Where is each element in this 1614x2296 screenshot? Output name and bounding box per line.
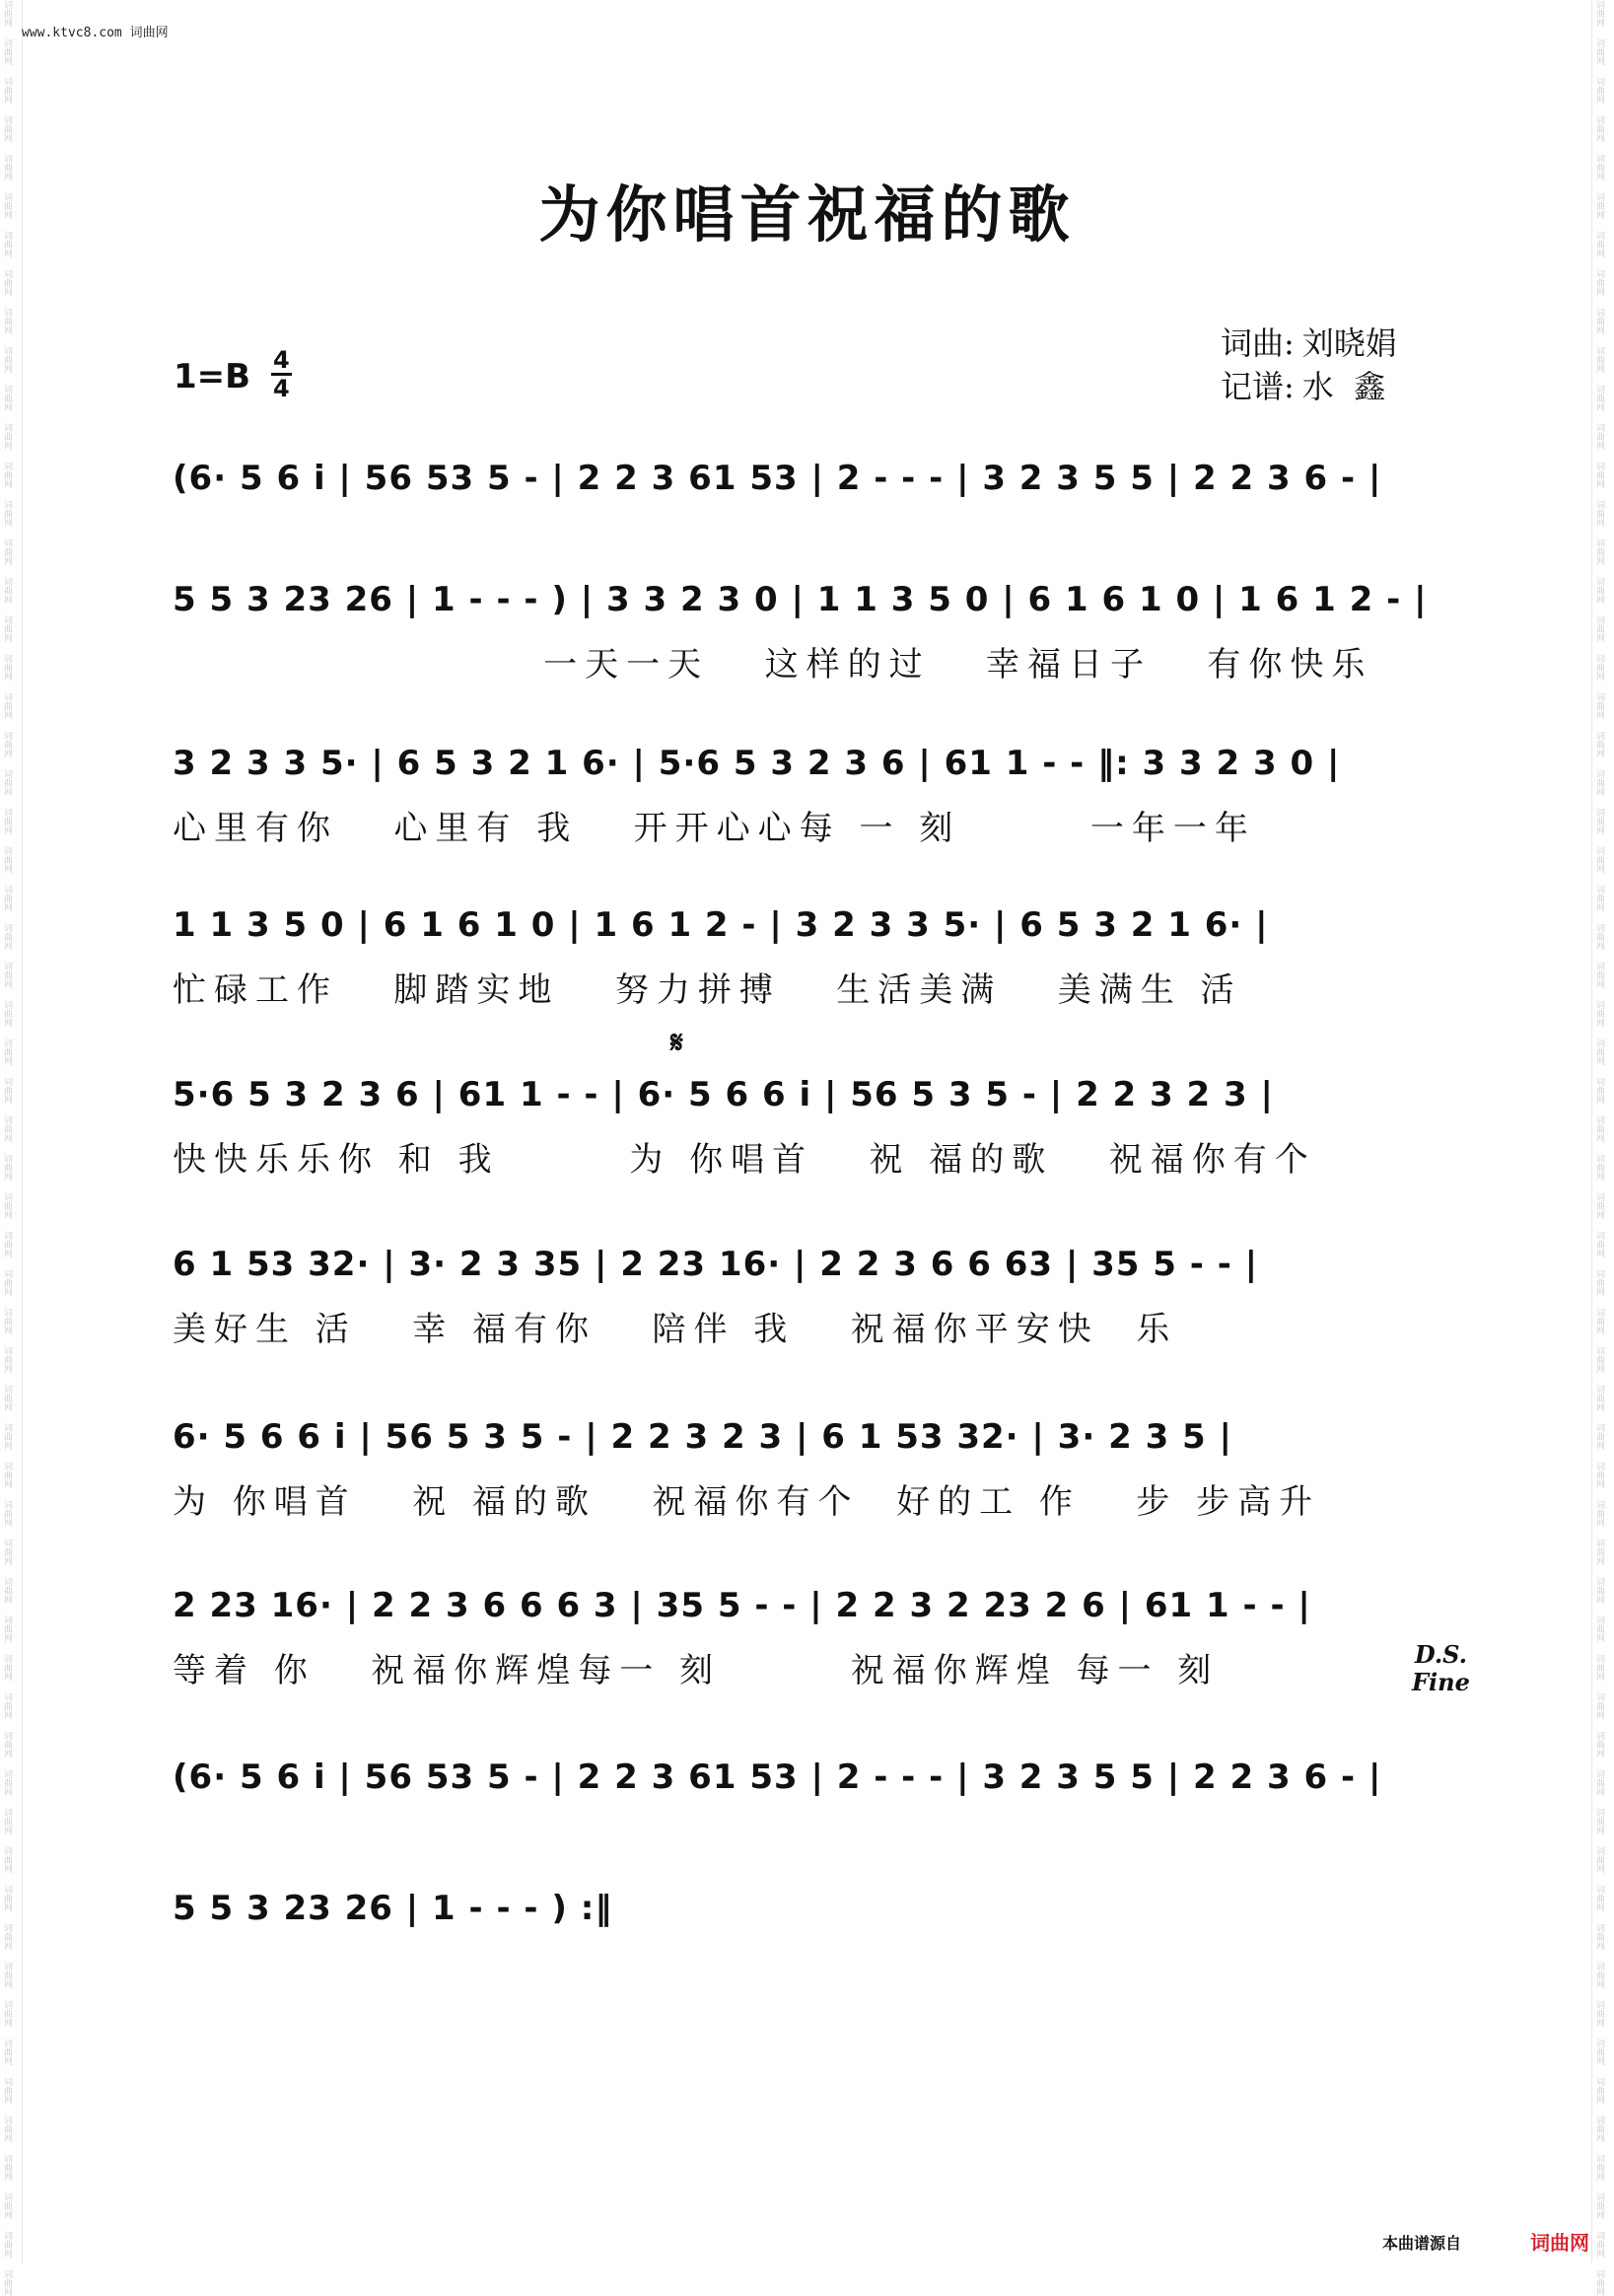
watermark-side-text: 词曲网: [2, 1885, 12, 1911]
watermark-side-text: 词曲网: [2, 1808, 12, 1834]
notation-line: 5 5 3 23 26 | 1 - - - ) :‖: [173, 1889, 613, 1928]
watermark-side-text: 词曲网: [1594, 0, 1604, 27]
watermark-side-text: 词曲网: [2, 1115, 12, 1142]
lyrics-line: [173, 1821, 1452, 1864]
watermark-side-text: 词曲网: [2, 2039, 12, 2065]
watermark-side-text: 词曲网: [1594, 538, 1604, 565]
watermark-side-text: 词曲网: [2, 308, 12, 334]
watermark-side-text: 词曲网: [1594, 308, 1604, 334]
lyrics-line: 等着 你 祝福你辉煌每一 刻 祝福你辉煌 每一 刻: [173, 1651, 1220, 1690]
lyrics-line: 为 你唱首 祝 福的歌 祝福你有个 好的工 作 步 步高升: [173, 1482, 1321, 1522]
watermark-side-text: 词曲网: [1594, 615, 1604, 642]
watermark-side-text: 词曲网: [2, 1385, 12, 1411]
watermark-side-text: 词曲网: [1594, 2000, 1604, 2027]
lyrics-line: 美好生 活 幸 福有你 陪伴 我 祝福你平安快 乐: [173, 1310, 1178, 1349]
ds-fine-marking: [1412, 1641, 1470, 1696]
notation-line: 5 5 3 23 26 | 1 - - - ) | 3 3 2 3 0 | 1 1 3 5 0 | 6 1 6 1 0 | 1 6 1 2 - |: [173, 580, 1428, 619]
watermark-side-text: 词曲网: [1594, 1423, 1604, 1450]
watermark-side-text: 词曲网: [1594, 1731, 1604, 1758]
credit-notation: 记谱: 水 鑫: [1221, 368, 1386, 405]
notation-line: 5·6 5 3 2 3 6 | 61 1 - - | 6· 5 6 6 i | 56 5 3 5 - | 2 2 3 2 3 |: [173, 1075, 1274, 1114]
watermark-side-text: 词曲网: [1594, 2077, 1604, 2104]
fine-label: Fine: [1412, 1668, 1470, 1696]
watermark-side-text: 词曲网: [2, 1231, 12, 1257]
notation-line: 6· 5 6 6 i | 56 5 3 5 - | 2 2 3 2 3 | 6 1 53 32· | 3· 2 3 5 |: [173, 1417, 1232, 1457]
lyrics-line: 快快乐乐你 和 我 为 你唱首 祝 福的歌 祝福你有个: [173, 1140, 1316, 1180]
watermark-side-text: 词曲网: [1594, 1808, 1604, 1834]
watermark-side-text: 词曲网: [1594, 1115, 1604, 1142]
watermark-side-text: 词曲网: [1594, 1231, 1604, 1257]
watermark-side-text: 词曲网: [2, 1423, 12, 1450]
watermark-side-text: 词曲网: [2, 1308, 12, 1334]
watermark-side-text: 词曲网: [2, 538, 12, 565]
lyrics-line: [173, 522, 1452, 565]
watermark-side-text: 词曲网: [1594, 731, 1604, 757]
watermark-side-text: 词曲网: [1594, 1846, 1604, 1873]
time-sig-bottom: 4: [273, 375, 290, 402]
watermark-side-text: 词曲网: [2, 2116, 12, 2142]
watermark-side-text: 词曲网: [1594, 154, 1604, 180]
watermark-side-text: 词曲网: [2, 1615, 12, 1642]
watermark-side-text: 词曲网: [1594, 923, 1604, 950]
watermark-side-text: 词曲网: [2, 269, 12, 296]
watermark-side-text: 词曲网: [2, 1154, 12, 1181]
site-url[interactable]: www.ktvc8.com 词曲网: [22, 26, 169, 40]
watermark-side-text: 词曲网: [1594, 692, 1604, 719]
watermark-side-text: 词曲网: [1594, 1962, 1604, 1988]
watermark-side-text: 词曲网: [2, 1500, 12, 1527]
watermark-side-text: 词曲网: [2, 115, 12, 142]
watermark-side-text: 词曲网: [2, 38, 12, 65]
watermark-side-text: 词曲网: [2, 885, 12, 911]
watermark-side-text: 词曲网: [1594, 1269, 1604, 1296]
watermark-side-text: 词曲网: [2, 2231, 12, 2258]
watermark-side-text: 词曲网: [2, 692, 12, 719]
lyrics-line: 一天一天 这样的过 幸福日子 有你快乐: [173, 645, 1373, 684]
watermark-side-text: 词曲网: [1594, 808, 1604, 834]
watermark-side-text: 词曲网: [1594, 2269, 1604, 2296]
watermark-side-text: 词曲网: [1594, 1577, 1604, 1604]
watermark-side-text: 词曲网: [1594, 462, 1604, 488]
watermark-side-text: 词曲网: [2, 615, 12, 642]
watermark-side-text: 词曲网: [2, 1577, 12, 1604]
footer-logo[interactable]: 词曲网: [1530, 2231, 1589, 2255]
watermark-side-text: 词曲网: [2, 1962, 12, 1988]
watermark-side-text: 词曲网: [1594, 1923, 1604, 1950]
footer-source-label: 本曲谱源自: [1382, 2234, 1462, 2253]
watermark-side-text: 词曲网: [1594, 231, 1604, 257]
watermark-side-text: 词曲网: [2, 1192, 12, 1219]
watermark-side-text: 词曲网: [1594, 1462, 1604, 1488]
watermark-side-text: 词曲网: [2, 346, 12, 373]
watermark-side-text: 词曲网: [1594, 1154, 1604, 1181]
watermark-side-text: 词曲网: [2, 1769, 12, 1796]
watermark-side-text: 词曲网: [2, 423, 12, 450]
watermark-side-text: 词曲网: [2, 154, 12, 180]
lyrics-line: 心里有你 心里有 我 开开心心每 一 刻 一年一年: [173, 809, 1256, 848]
time-signature: [271, 347, 292, 401]
watermark-side-text: 词曲网: [2, 1039, 12, 1065]
watermark-side-text: 词曲网: [2, 77, 12, 104]
watermark-side-text: 词曲网: [1594, 1346, 1604, 1373]
watermark-side-text: 词曲网: [2, 1269, 12, 1296]
watermark-strip-left: [0, 0, 23, 2296]
key-signature: 1=B: [174, 357, 251, 396]
watermark-side-text: 词曲网: [1594, 654, 1604, 681]
watermark-side-text: 词曲网: [2, 2154, 12, 2181]
watermark-side-text: 词曲网: [2, 808, 12, 834]
watermark-side-text: 词曲网: [1594, 577, 1604, 604]
watermark-side-text: 词曲网: [1594, 1692, 1604, 1719]
watermark-side-text: 词曲网: [2, 2077, 12, 2104]
watermark-side-text: 词曲网: [1594, 2192, 1604, 2219]
watermark-side-text: 词曲网: [1594, 846, 1604, 873]
lyrics-line: [173, 1952, 1452, 1995]
watermark-side-text: 词曲网: [1594, 1769, 1604, 1796]
watermark-side-text: 词曲网: [1594, 423, 1604, 450]
watermark-side-text: 词曲网: [2, 923, 12, 950]
watermark-side-text: 词曲网: [1594, 1000, 1604, 1027]
watermark-side-text: 词曲网: [2, 462, 12, 488]
watermark-side-text: 词曲网: [2, 731, 12, 757]
watermark-side-text: 词曲网: [1594, 1885, 1604, 1911]
lyrics-line: 忙碌工作 脚踏实地 努力拼搏 生活美满 美满生 活: [173, 970, 1242, 1010]
watermark-side-text: 词曲网: [1594, 500, 1604, 527]
notation-line: 2 23 16· | 2 2 3 6 6 6 3 | 35 5 - - | 2 2 3 2 23 2 6 | 61 1 - - |: [173, 1586, 1311, 1625]
watermark-side-text: 词曲网: [2, 1846, 12, 1873]
watermark-side-text: 词曲网: [2, 2269, 12, 2296]
watermark-side-text: 词曲网: [2, 654, 12, 681]
watermark-side-text: 词曲网: [1594, 346, 1604, 373]
watermark-side-text: 词曲网: [1594, 2116, 1604, 2142]
watermark-side-text: 词曲网: [2, 2000, 12, 2027]
watermark-side-text: 词曲网: [1594, 1308, 1604, 1334]
watermark-side-text: 词曲网: [2, 192, 12, 219]
watermark-side-text: 词曲网: [1594, 38, 1604, 65]
watermark-side-text: 词曲网: [1594, 385, 1604, 411]
notation-line: (6· 5 6 i | 56 53 5 - | 2 2 3 61 53 | 2 - - - | 3 2 3 5 5 | 2 2 3 6 - |: [173, 1758, 1382, 1797]
watermark-side-text: 词曲网: [1594, 77, 1604, 104]
watermark-side-text: 词曲网: [2, 1462, 12, 1488]
watermark-side-text: 词曲网: [1594, 192, 1604, 219]
watermark-side-text: 词曲网: [2, 1346, 12, 1373]
credit-lyrics-music: 词曲: 刘晓娟: [1221, 324, 1397, 362]
watermark-strip-right: [1591, 0, 1614, 2296]
song-title: 为你唱首祝福的歌: [538, 179, 1076, 251]
watermark-side-text: 词曲网: [1594, 1654, 1604, 1681]
ds-label: D.S.: [1414, 1640, 1468, 1669]
watermark-side-text: 词曲网: [1594, 2231, 1604, 2258]
watermark-side-text: 词曲网: [2, 769, 12, 796]
watermark-side-text: 词曲网: [2, 1692, 12, 1719]
watermark-side-text: 词曲网: [2, 1000, 12, 1027]
watermark-side-text: 词曲网: [2, 962, 12, 988]
credits: [1221, 322, 1405, 408]
watermark-side-text: 词曲网: [1594, 885, 1604, 911]
watermark-side-text: 词曲网: [2, 1077, 12, 1104]
watermark-side-text: 词曲网: [1594, 1500, 1604, 1527]
watermark-side-text: 词曲网: [2, 577, 12, 604]
watermark-side-text: 词曲网: [2, 385, 12, 411]
watermark-side-text: 词曲网: [1594, 1615, 1604, 1642]
time-sig-top: 4: [273, 346, 290, 374]
watermark-side-text: 词曲网: [1594, 2039, 1604, 2065]
watermark-side-text: 词曲网: [2, 1923, 12, 1950]
notation-line: 6 1 53 32· | 3· 2 3 35 | 2 23 16· | 2 2 3 6 6 63 | 35 5 - - |: [173, 1245, 1259, 1284]
watermark-side-text: 词曲网: [1594, 1077, 1604, 1104]
notation-line: (6· 5 6 i | 56 53 5 - | 2 2 3 61 53 | 2 - - - | 3 2 3 5 5 | 2 2 3 6 - |: [173, 459, 1382, 498]
watermark-side-text: 词曲网: [2, 846, 12, 873]
watermark-side-text: 词曲网: [1594, 769, 1604, 796]
watermark-side-text: 词曲网: [2, 0, 12, 27]
watermark-side-text: 词曲网: [2, 1539, 12, 1565]
watermark-side-text: 词曲网: [1594, 115, 1604, 142]
watermark-side-text: 词曲网: [1594, 1039, 1604, 1065]
notation-line: 1 1 3 5 0 | 6 1 6 1 0 | 1 6 1 2 - | 3 2 3 3 5· | 6 5 3 2 1 6· |: [173, 905, 1269, 945]
watermark-side-text: 词曲网: [1594, 1539, 1604, 1565]
watermark-side-text: 词曲网: [2, 1731, 12, 1758]
notation-line: 3 2 3 3 5· | 6 5 3 2 1 6· | 5·6 5 3 2 3 6 | 61 1 - - ‖: 3 3 2 3 0 |: [173, 744, 1341, 783]
segno-sign: 𝄋: [670, 1026, 683, 1060]
watermark-side-text: 词曲网: [2, 1654, 12, 1681]
watermark-side-text: 词曲网: [1594, 269, 1604, 296]
watermark-side-text: 词曲网: [1594, 962, 1604, 988]
watermark-side-text: 词曲网: [2, 231, 12, 257]
watermark-side-text: 词曲网: [1594, 1192, 1604, 1219]
watermark-side-text: 词曲网: [1594, 2154, 1604, 2181]
watermark-side-text: 词曲网: [1594, 1385, 1604, 1411]
watermark-side-text: 词曲网: [2, 500, 12, 527]
watermark-side-text: 词曲网: [2, 2192, 12, 2219]
